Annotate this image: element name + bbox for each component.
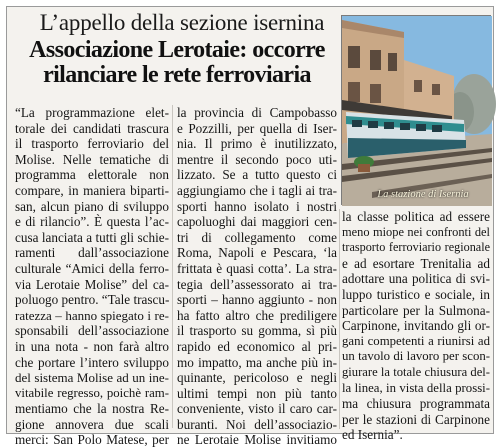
text-line: lizzato. Se a tutto questo ci — [177, 167, 337, 183]
text-line: gani competenti a riunirsi ad — [342, 333, 490, 348]
text-line: mo impatto, ma anche più in- — [177, 354, 337, 370]
text-line: che portare l’intero sviluppo — [15, 354, 169, 370]
text-line: conveniente, visto il caro car- — [177, 401, 337, 417]
newspaper-clipping — [6, 6, 494, 448]
text-line: il trasporto su gomma, sì più — [177, 323, 337, 339]
text-line: Roma, Napoli e Pescara, ‘la — [177, 245, 337, 261]
text-line: frittata è quasi cotta’. La stra- — [177, 260, 337, 276]
text-line: ha fatto altro che prediligere — [177, 307, 337, 323]
text-line: poluogo pentro. “Tale trascu- — [15, 292, 170, 308]
station-photo — [341, 15, 491, 205]
text-line: ultimi tempi non più tanto — [177, 385, 337, 401]
text-line: via Lerotaie Molise” del ca- — [15, 276, 169, 292]
train-station-illustration — [342, 16, 492, 206]
text-line: tegia dell’assessorato ai tra- — [177, 276, 337, 292]
text-line: luppo turistico e sociale, in — [342, 286, 490, 302]
headline-line: Associazione Lerotaie: occorre — [29, 37, 325, 63]
article-kicker: L’appello della sezione isernina — [39, 10, 325, 35]
text-line: la classe politica ad essere — [342, 209, 490, 224]
article-column-3 — [342, 209, 490, 443]
text-line: gione annovera due scali — [15, 416, 169, 432]
article-column-1 — [15, 105, 169, 448]
text-line: merci: San Polo Matese, per — [15, 432, 169, 448]
column-rule — [339, 209, 340, 429]
text-line: giurare la totale chiusura del- — [342, 364, 490, 379]
text-line: Carpinone, invitando gli or- — [342, 318, 490, 334]
text-line: aggiungiamo che i tagli ai tra- — [177, 182, 337, 198]
text-line: trasporto ferroviario regionale — [342, 240, 490, 255]
photo-caption: La stazione di Isernia — [377, 189, 469, 200]
text-line: mentiamo che la nostra Re- — [15, 401, 169, 417]
text-line: per le stazioni di Carpinone — [342, 411, 490, 427]
text-line: del sistema Molise ad un ine- — [15, 370, 169, 386]
text-line: nia. Il primo è inutilizzato, — [177, 136, 337, 152]
text-line: capoluoghi dai maggiori cen- — [177, 214, 337, 230]
text-line: “La programmazione elet- — [15, 105, 169, 120]
text-line: e di rilancio”. È questa l’ac- — [15, 214, 169, 230]
text-line: sporti – hanno aggiunto - non — [177, 292, 337, 308]
text-line: in una nota - non farà altro — [15, 338, 169, 354]
text-line: sporti hanno isolato i nostri — [177, 198, 337, 214]
text-line: adottare una politica di svi- — [342, 271, 490, 287]
text-line: tri di collegamento come — [177, 229, 337, 245]
text-line: ed Isernia”. — [342, 427, 403, 443]
text-line: compare, in maniera biparti- — [15, 182, 169, 198]
text-line: vitabile regresso, poichè ram- — [15, 385, 169, 400]
text-line: mentre il secondo poco uti- — [177, 151, 337, 167]
text-line: ramenti dall’associazione — [15, 245, 169, 261]
text-line: un tavolo di lavoro per scon- — [342, 349, 490, 364]
text-line: particolare per la Sulmona- — [342, 302, 490, 318]
text-line: e Pozzilli, per quella di Iser- — [177, 120, 337, 136]
text-line: ratezza – hanno spiegato i re- — [15, 307, 169, 323]
article-headline — [15, 38, 339, 88]
column-rule — [172, 105, 173, 428]
text-line: il trasporto ferroviario del — [15, 136, 169, 152]
text-line: buranti. Noi dell’associazio- — [177, 416, 337, 432]
text-line: cusa lanciata a tutti gli schie- — [15, 229, 169, 245]
text-line: rapido ed economico al pri- — [177, 338, 337, 354]
text-line: torale dei candidati trascura — [15, 120, 169, 136]
text-line: la provincia di Campobasso — [177, 105, 337, 120]
text-line: sponsabili dell’associazione — [15, 323, 169, 339]
text-line: programma elettorale non — [15, 167, 169, 183]
text-line: san, alcun piano di sviluppo — [15, 198, 169, 214]
text-line: culturale “Amici della ferro- — [15, 260, 169, 276]
text-line: meno miope nei confronti del — [342, 224, 490, 239]
article-column-2 — [177, 105, 337, 448]
text-line: e ad esortare Trenitalia ad — [342, 255, 490, 271]
text-line: quinante, pericoloso e negli — [177, 370, 337, 386]
text-line: Molise. Nelle tematiche di — [15, 151, 169, 167]
headline-line: rilanciare le rete ferroviaria — [43, 62, 311, 88]
text-line: la linea, in vista della prossi- — [342, 380, 490, 395]
text-line: ma chiusura programmata — [342, 396, 490, 412]
text-line: ne Lerotaie Molise invitiamo — [177, 432, 337, 448]
